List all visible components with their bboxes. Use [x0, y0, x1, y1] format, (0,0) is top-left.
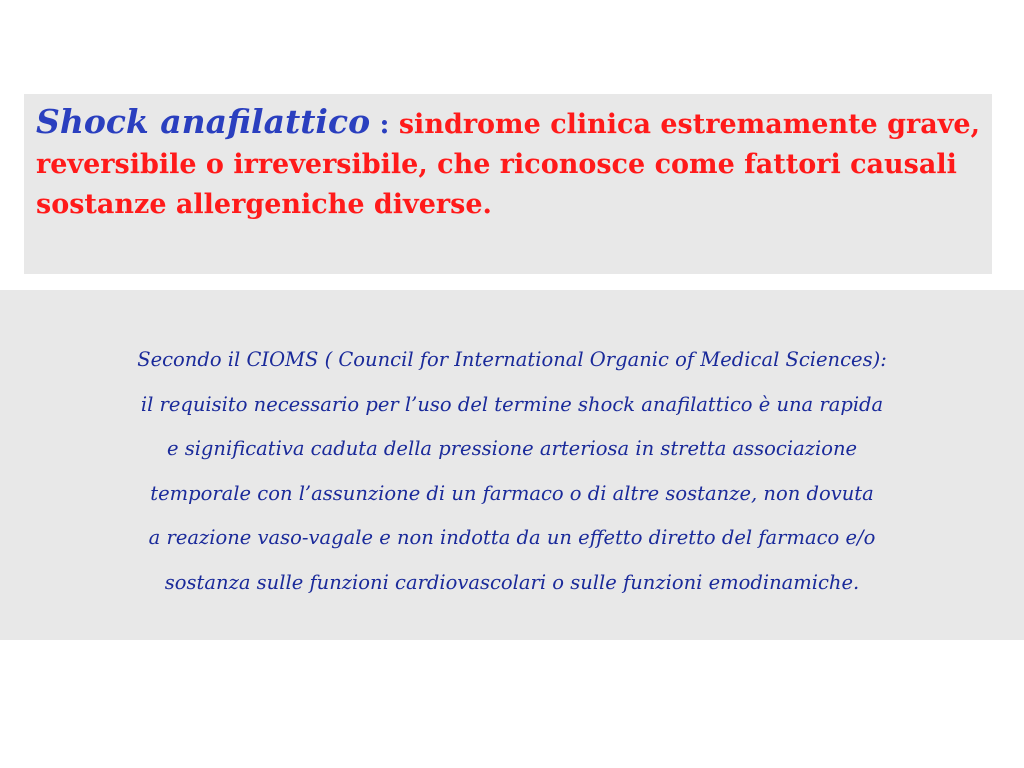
- definition-body: sindrome clinica estremamente grave, reversibile o irreversibile, che riconosce come fattori causali sostanze allergeniche diverse.: [36, 109, 980, 220]
- cioms-line-3: e significativa caduta della pressione arteriosa in stretta associazione: [166, 437, 858, 460]
- cioms-box: [0, 290, 1024, 640]
- cioms-line-2: il requisito necessario per l’uso del termine shock anafilattico è una rapida: [140, 392, 884, 416]
- definition-term: Shock anafilattico: [36, 102, 371, 141]
- cioms-line-1: Secondo il CIOMS ( Council for International Organic of Medical Sciences):: [137, 348, 887, 371]
- cioms-line-6: sostanza sulle funzioni cardiovascolari o sulle funzioni emodinamiche.: [164, 570, 860, 594]
- cioms-line-5: a reazione vaso-vagale e non indotta da un effetto diretto del farmaco e/o: [148, 526, 876, 549]
- cioms-line-4: temporale con l’assunzione di un farmaco o di altre sostanze, non dovuta: [150, 481, 874, 505]
- definition-paragraph: [36, 102, 980, 225]
- definition-colon: :: [370, 109, 399, 140]
- definition-box: [24, 94, 992, 274]
